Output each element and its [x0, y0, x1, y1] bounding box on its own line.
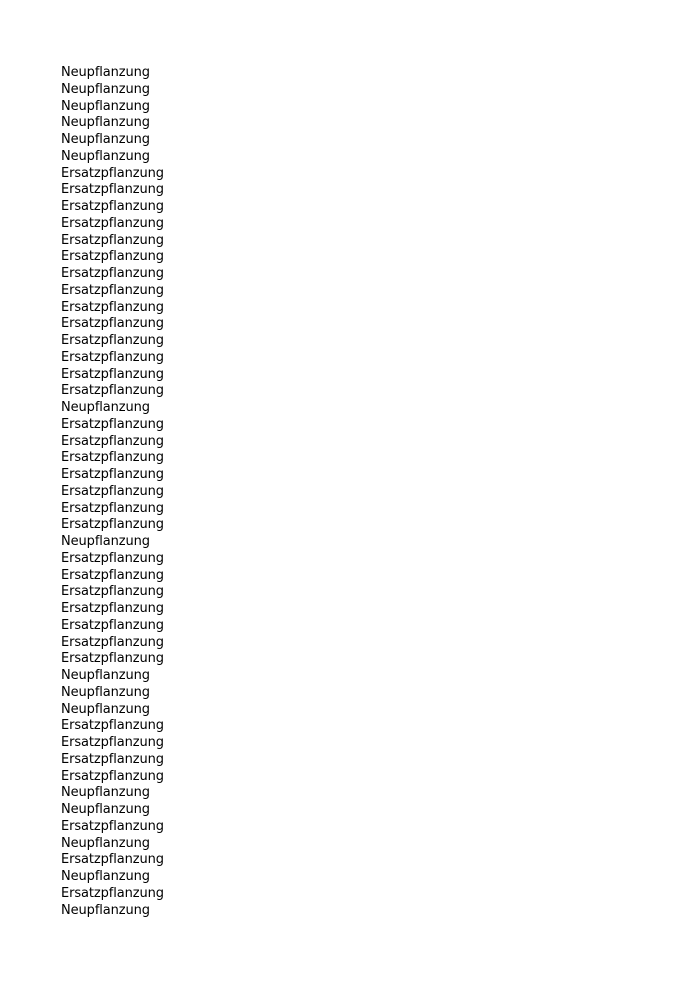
- list-item: Neupflanzung: [61, 534, 150, 549]
- list-item: Ersatzpflanzung: [61, 433, 164, 449]
- list-item: Ersatzpflanzung: [61, 199, 164, 214]
- list-item: Ersatzpflanzung: [61, 383, 164, 399]
- list-item: Neupflanzung: [61, 668, 150, 683]
- list-item: Neupflanzung: [61, 81, 150, 97]
- list-item: Ersatzpflanzung: [61, 366, 164, 382]
- list-item: Ersatzpflanzung: [61, 550, 164, 566]
- list-item: Ersatzpflanzung: [61, 450, 164, 466]
- list-item: Ersatzpflanzung: [61, 852, 164, 868]
- list-item: Ersatzpflanzung: [61, 316, 164, 332]
- list-item: Neupflanzung: [61, 684, 150, 700]
- list-item: Ersatzpflanzung: [61, 249, 164, 265]
- list-item: Neupflanzung: [61, 701, 150, 717]
- list-item: Ersatzpflanzung: [61, 768, 164, 784]
- list-item: Neupflanzung: [61, 132, 150, 147]
- list-item: Neupflanzung: [61, 148, 150, 164]
- list-item: Neupflanzung: [61, 835, 150, 851]
- list-item: Ersatzpflanzung: [61, 601, 164, 616]
- list-item: Ersatzpflanzung: [61, 232, 164, 248]
- list-item: Ersatzpflanzung: [61, 751, 164, 767]
- list-item: Ersatzpflanzung: [61, 467, 164, 482]
- list-item: Neupflanzung: [61, 869, 150, 884]
- list-item: Ersatzpflanzung: [61, 500, 164, 516]
- list-item: Neupflanzung: [61, 400, 150, 415]
- list-item: Neupflanzung: [61, 115, 150, 131]
- list-item: Neupflanzung: [61, 65, 150, 80]
- list-item: Ersatzpflanzung: [61, 215, 164, 231]
- list-item: Ersatzpflanzung: [61, 416, 164, 432]
- list-item: Neupflanzung: [61, 902, 150, 918]
- list-item: Ersatzpflanzung: [61, 818, 164, 834]
- list-item: Ersatzpflanzung: [61, 349, 164, 365]
- list-item: Neupflanzung: [61, 802, 150, 817]
- list-item: Neupflanzung: [61, 98, 150, 114]
- list-item: Ersatzpflanzung: [61, 634, 164, 650]
- list-item: Ersatzpflanzung: [61, 165, 164, 181]
- list-item: Ersatzpflanzung: [61, 182, 164, 198]
- list-item: Ersatzpflanzung: [61, 735, 164, 750]
- list-item: Neupflanzung: [61, 785, 150, 801]
- list-item: Ersatzpflanzung: [61, 651, 164, 667]
- list-item: Ersatzpflanzung: [61, 299, 164, 315]
- list-item: Ersatzpflanzung: [61, 333, 164, 348]
- list-item: Ersatzpflanzung: [61, 718, 164, 734]
- list-item: Ersatzpflanzung: [61, 584, 164, 600]
- list-item: Ersatzpflanzung: [61, 617, 164, 633]
- entry-list: [61, 65, 164, 919]
- list-item: Ersatzpflanzung: [61, 885, 164, 901]
- list-item: Ersatzpflanzung: [61, 567, 164, 583]
- list-item: Ersatzpflanzung: [61, 483, 164, 499]
- list-item: Ersatzpflanzung: [61, 266, 164, 281]
- list-item: Ersatzpflanzung: [61, 517, 164, 533]
- list-item: Ersatzpflanzung: [61, 282, 164, 298]
